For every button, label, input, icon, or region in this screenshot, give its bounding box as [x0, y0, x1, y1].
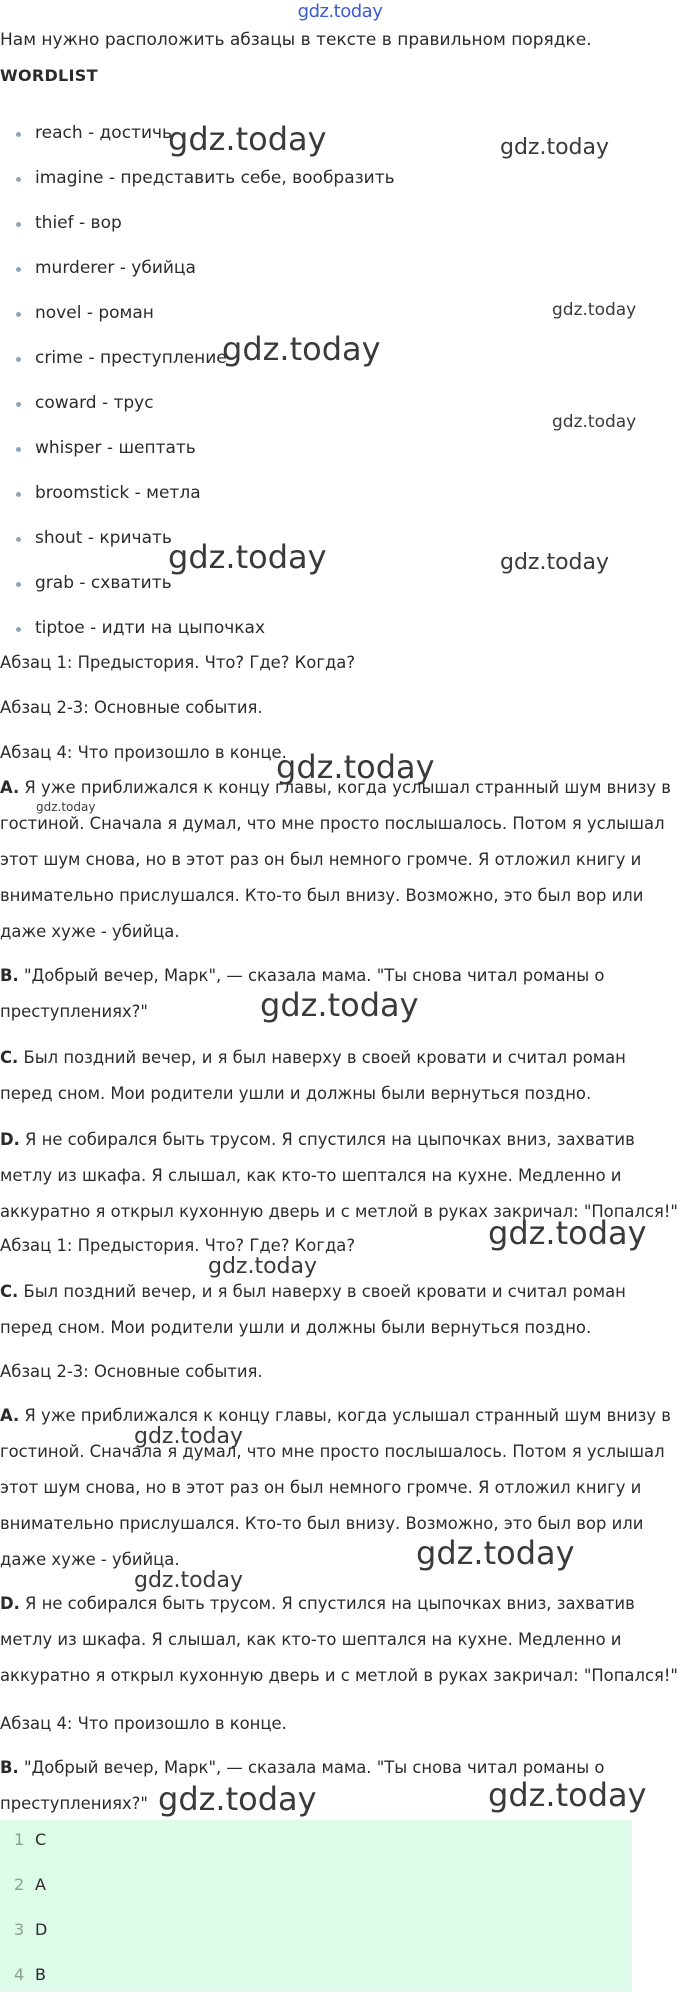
paragraph-text: Я уже приближался к концу главы, когда услышал странный шум внизу в гостиной. Сначала я думал, что мне просто послышалось. Потом я услышал этот шум снова, но в этот раз он был немного громче. Я отложил книгу и внимательно прислушался. Кто-то был внизу. Возможно, это был вор или даже хуже - убийца.	[0, 778, 671, 941]
list-item: grab - схватить	[35, 573, 172, 593]
answer-number: 2	[14, 1875, 25, 1894]
watermark: gdz.today	[276, 748, 435, 786]
list-item: novel - роман	[35, 303, 154, 323]
paragraph-text: Был поздний вечер, и я был наверху в своей кровати и считал роман перед сном. Мои родители ушли и должны были вернуться поздно.	[0, 1282, 626, 1337]
site-logo[interactable]: gdz.today	[297, 1, 383, 22]
ordered-heading-3: Абзац 4: Что произошло в конце.	[0, 1714, 287, 1733]
watermark: gdz.today	[416, 1534, 575, 1572]
list-item: whisper - шептать	[35, 438, 196, 458]
answer-letter: C	[35, 1830, 47, 1849]
paragraph-letter: C.	[0, 1282, 19, 1301]
watermark: gdz.today	[222, 330, 381, 368]
paragraph-a	[0, 770, 678, 950]
watermark: gdz.today	[500, 550, 610, 575]
list-item: tiptoe - идти на цыпочках	[35, 618, 266, 638]
answer-letter: D	[35, 1920, 48, 1939]
list-item: imagine - представить себе, вообразить	[35, 168, 395, 188]
paragraph-text: "Добрый вечер, Марк", — сказала мама. "Ты снова читал романы о преступлениях?"	[0, 1758, 605, 1813]
paragraph-letter: A.	[0, 1406, 20, 1425]
list-item: broomstick - метла	[35, 483, 201, 503]
answer-number: 1	[14, 1830, 25, 1849]
answer-box	[0, 1820, 632, 1992]
list-item: shout - кричать	[35, 528, 172, 548]
paragraph-text: Я не собирался быть трусом. Я спустился на цыпочках вниз, захватив метлу из шкафа. Я слышал, как кто-то шептался на кухне. Медленно и аккуратно я открыл кухонную дверь и с метлой в руках закричал: "Попался!"	[0, 1130, 678, 1221]
paragraph-letter: D.	[0, 1594, 20, 1613]
paragraph-letter: A.	[0, 778, 20, 797]
paragraph-text: Я не собирался быть трусом. Я спустился на цыпочках вниз, захватив метлу из шкафа. Я слышал, как кто-то шептался на кухне. Медленно и аккуратно я открыл кухонную дверь и с метлой в руках закричал: "Попался!"	[0, 1594, 678, 1685]
watermark: gdz.today	[168, 538, 327, 576]
watermark: gdz.today	[488, 1776, 647, 1814]
list-item: murderer - убийца	[35, 258, 196, 278]
answer-letter: B	[35, 1965, 46, 1984]
paragraph-letter: B.	[0, 966, 19, 985]
paragraph-text: Был поздний вечер, и я был наверху в своей кровати и считал роман перед сном. Мои родители ушли и должны были вернуться поздно.	[0, 1048, 626, 1103]
wordlist-title: WORDLIST	[0, 66, 98, 85]
paragraph-d	[0, 1122, 678, 1230]
paragraph-b	[0, 958, 678, 1030]
list-item: coward - трус	[35, 393, 154, 413]
list-item: thief - вор	[35, 213, 122, 233]
watermark: gdz.today	[36, 800, 96, 814]
paragraph-letter: B.	[0, 1758, 19, 1777]
paragraph-c	[0, 1040, 678, 1112]
watermark: gdz.today	[260, 986, 419, 1024]
list-item: reach - достичь	[35, 123, 173, 143]
answer-number: 3	[14, 1920, 25, 1939]
ordered-heading-2: Абзац 2-3: Основные события.	[0, 1362, 263, 1381]
watermark: gdz.today	[488, 1214, 647, 1252]
paragraph-letter: C.	[0, 1048, 19, 1067]
answer-letter: A	[35, 1875, 46, 1894]
watermark: gdz.today	[552, 412, 637, 432]
answer-number: 4	[14, 1965, 25, 1984]
ordered-paragraph-a	[0, 1398, 678, 1578]
watermark: gdz.today	[208, 1254, 318, 1279]
ordered-paragraph-b	[0, 1750, 678, 1822]
paragraph-text: "Добрый вечер, Марк", — сказала мама. "Ты снова читал романы о преступлениях?"	[0, 966, 605, 1021]
plan-heading-3: Абзац 4: Что произошло в конце.	[0, 743, 287, 762]
list-item: crime - преступление	[35, 348, 227, 368]
watermark: gdz.today	[134, 1424, 244, 1449]
watermark: gdz.today	[500, 135, 610, 160]
paragraph-letter: D.	[0, 1130, 20, 1149]
watermark: gdz.today	[134, 1568, 244, 1593]
paragraph-text: Я уже приближался к концу главы, когда услышал странный шум внизу в гостиной. Сначала я думал, что мне просто послышалось. Потом я услышал этот шум снова, но в этот раз он был немного громче. Я отложил книгу и внимательно прислушался. Кто-то был внизу. Возможно, это был вор или даже хуже - убийца.	[0, 1406, 671, 1569]
ordered-paragraph-d	[0, 1586, 678, 1694]
task-text: Нам нужно расположить абзацы в тексте в правильном порядке.	[0, 30, 592, 50]
ordered-heading-1: Абзац 1: Предыстория. Что? Где? Когда?	[0, 1236, 356, 1255]
plan-heading-1: Абзац 1: Предыстория. Что? Где? Когда?	[0, 653, 356, 672]
watermark: gdz.today	[158, 1780, 317, 1818]
watermark: gdz.today	[168, 120, 327, 158]
plan-heading-2: Абзац 2-3: Основные события.	[0, 698, 263, 717]
ordered-paragraph-c	[0, 1274, 678, 1346]
watermark: gdz.today	[552, 300, 637, 320]
